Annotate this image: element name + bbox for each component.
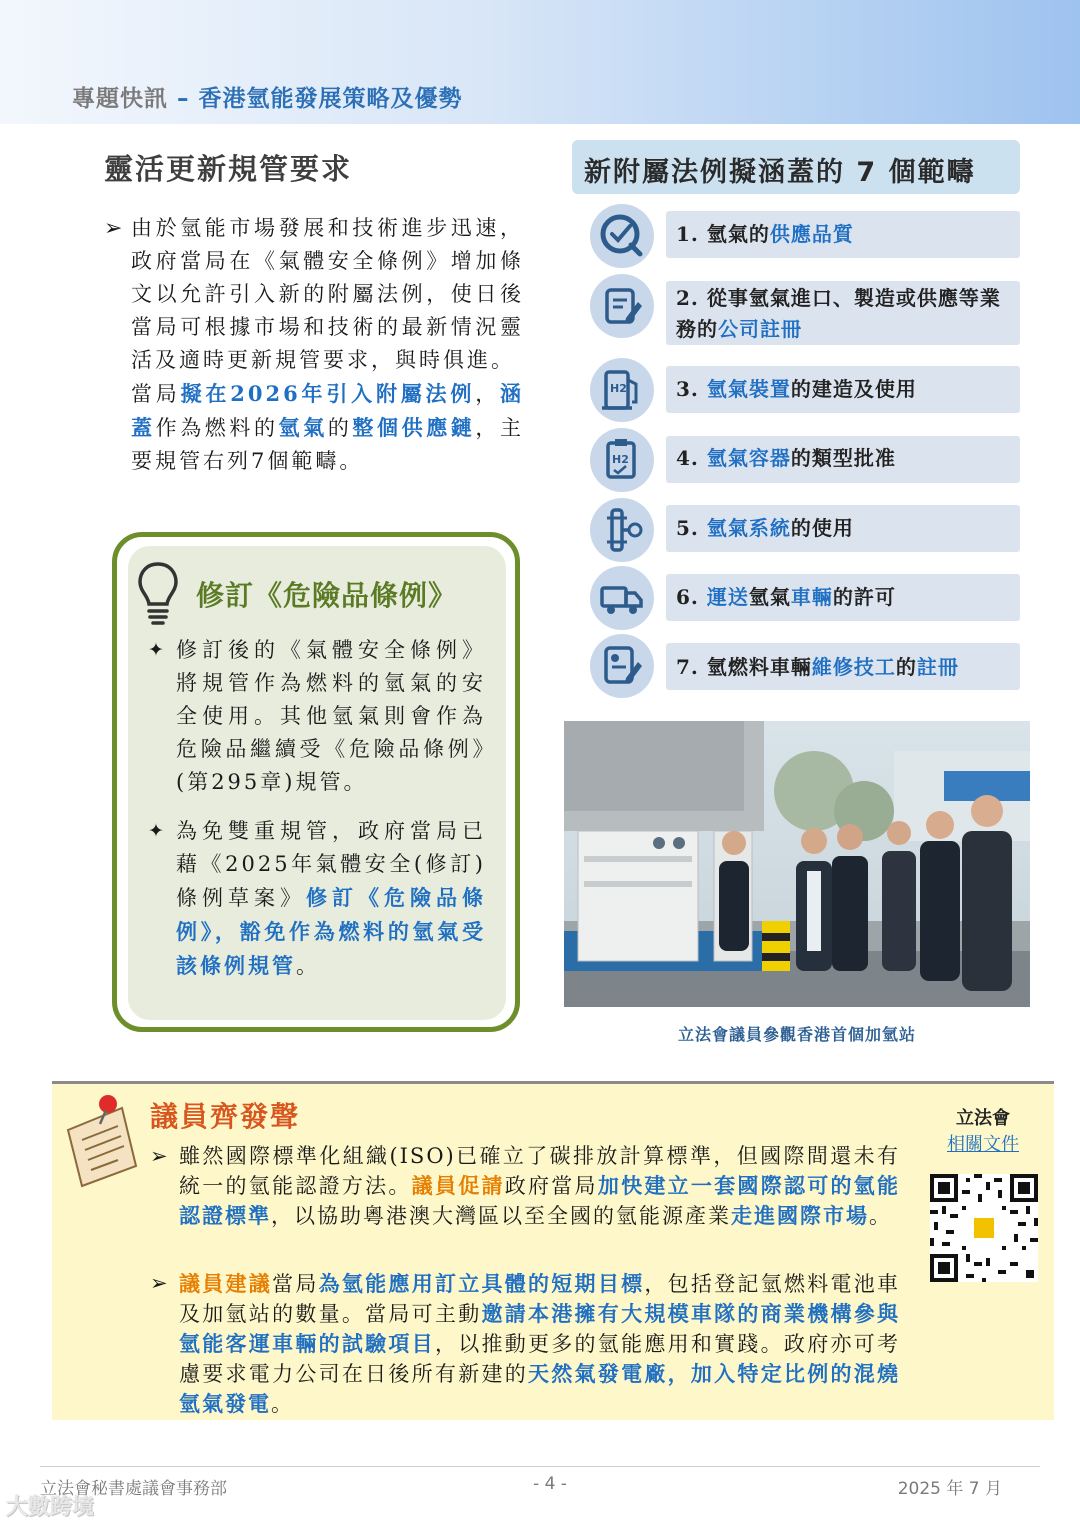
amendment-title: 修訂《危險品條例》 — [196, 579, 458, 612]
h2-system-icon — [590, 498, 654, 562]
amendment-item: ✦ 為免雙重規管，政府當局已藉《2025年氣體安全(修訂)條例草案》修訂《危險品條例》，豁免作為燃料的氫氣受該條例規管。 — [148, 815, 486, 983]
hydrogen-station-photo — [564, 721, 1030, 1007]
category-label-5: 5. 氫氣系統的使用 — [676, 516, 854, 540]
amendment-item: ✦ 修訂後的《氣體安全條例》將規管作為燃料的氫氣的安全使用。其他氫氣則會作為危險品繼續受《危險品條例》(第295章)規管。 — [148, 634, 486, 799]
legco-label: 立法會 — [956, 1108, 1010, 1129]
qr-code[interactable] — [930, 1174, 1038, 1282]
technician-icon — [590, 634, 654, 698]
category-label-6: 6. 運送氫氣車輛的許可 — [676, 585, 896, 609]
h2-container-icon — [590, 428, 654, 492]
arrow-bullet-icon: ➢ — [150, 1271, 170, 1295]
watermark: 大數跨境 — [6, 1495, 95, 1520]
h2-station-icon — [590, 358, 654, 422]
footer-divider — [40, 1466, 1040, 1467]
category-label-2: 2. 從事氫氣進口、製造或供應等業務的公司註冊 — [676, 286, 1001, 341]
category-label-1: 1. 氫氣的供應品質 — [676, 222, 854, 246]
members-voice-title: 議員齊發聲 — [150, 1100, 301, 1133]
section-title: 靈活更新規管要求 — [104, 152, 353, 186]
svg-text:H2: H2 — [612, 453, 629, 466]
arrow-bullet-icon: ➢ — [150, 1144, 170, 1168]
footer-date: 2025 年 7 月 — [897, 1479, 1002, 1499]
star-bullet-icon: ✦ — [148, 820, 167, 842]
header-title: 專題快訊 – 香港氫能發展策略及優勢 — [72, 86, 463, 112]
truck-icon — [590, 566, 654, 630]
memo-pin-icon — [60, 1090, 142, 1190]
page-number: - 4 - — [533, 1474, 567, 1494]
members-point: ➢ 議員建議當局為氫能應用訂立具體的短期目標，包括登記氫燃料電池車及加氫站的數量。當局可主動邀請本港擁有大規模車隊的商業機構參與氫能客運車輛的試驗項目，以推動更多的氫能應用和實踐。政府亦可考慮要求電力公司在日後所有新建的天然氣發電廠，加入特定比例的混燒氫氣發電。 — [150, 1271, 901, 1416]
related-documents-link[interactable]: 相關文件 — [947, 1134, 1019, 1155]
star-bullet-icon: ✦ — [148, 639, 167, 661]
footer-department: 立法會秘書處議會事務部 — [40, 1479, 227, 1499]
arrow-bullet-icon: ➢ — [104, 216, 126, 241]
categories-title: 新附屬法例擬涵蓋的 7 個範疇 — [584, 157, 976, 188]
svg-text:H2: H2 — [610, 382, 627, 395]
registration-icon — [590, 274, 654, 338]
lightbulb-icon — [136, 560, 180, 626]
category-label-7: 7. 氫燃料車輛維修技工的註冊 — [676, 655, 959, 679]
members-point: ➢ 雖然國際標準化組織(ISO)已確立了碳排放計算標準，但國際間還未有統一的氫能認證方法。議員促請政府當局加快建立一套國際認可的氫能認證標準，以協助粵港澳大灣區以至全國的氫能源產業走進國際市場。 — [150, 1144, 901, 1228]
intro-paragraph: ➢ 由於氫能市場發展和技術進步迅速，政府當局在《氣體安全條例》增加條文以允許引入新的附屬法例，使日後當局可根據市場和技術的最新情況靈活及適時更新規管要求，與時俱進。 當局擬在2026年引入附屬法例，涵蓋作為燃料的氫氣的整個供應鏈，主要規管右列7個範疇。 — [104, 212, 524, 478]
category-label-3: 3. 氫氣裝置的建造及使用 — [676, 377, 917, 401]
photo-caption: 立法會議員參觀香港首個加氫站 — [677, 1025, 916, 1044]
category-label-4: 4. 氫氣容器的類型批准 — [676, 446, 896, 470]
quality-check-icon — [590, 204, 654, 268]
